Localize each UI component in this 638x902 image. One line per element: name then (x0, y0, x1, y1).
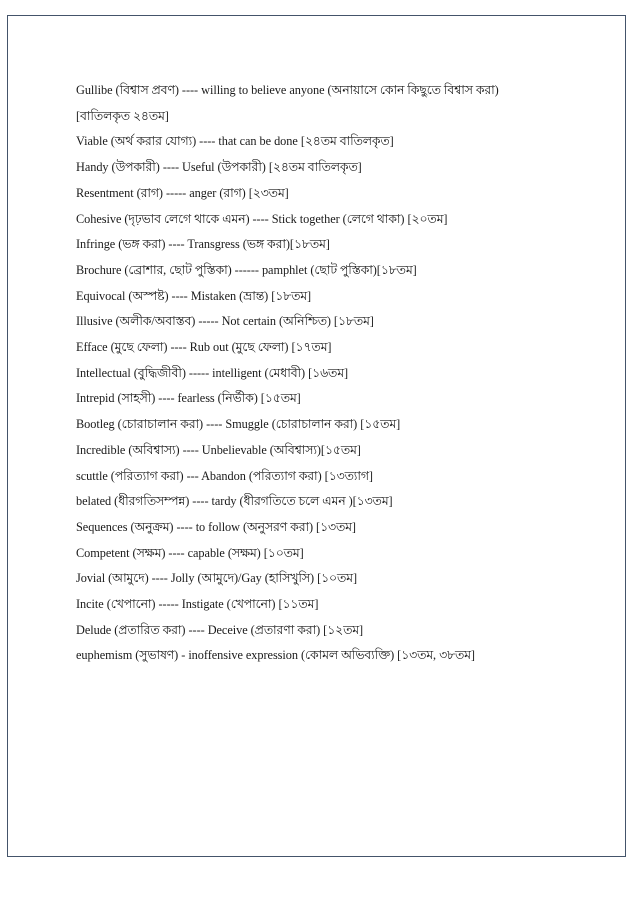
vocab-line: Incredible (অবিশ্বাস্য) ---- Unbelievable (অবিশ্বাস্য)[১৫তম] (76, 442, 361, 457)
vocab-line: Competent (সক্ষম) ---- capable (সক্ষম) [১০তম] (76, 545, 304, 560)
vocab-line: Handy (উপকারী) ---- Useful (উপকারী) [২৪তম বাতিলকৃত] (76, 160, 362, 175)
vocabulary-list (76, 78, 616, 669)
vocab-line: scuttle (পরিত্যাগ করা) --- Abandon (পরিত্যাগ করা) [১৩ত্যাগ] (76, 468, 373, 483)
vocab-line: belated (ধীরগতিসম্পন্ন) ---- tardy (ধীরগতিতে চলে এমন )[১৩তম] (76, 494, 393, 509)
vocab-line: Delude (প্রতারিত করা) ---- Deceive (প্রতারণা করা) [১২তম] (76, 622, 364, 637)
vocab-line: Gullibe (বিশ্বাস প্রবণ) ---- willing to believe anyone (অনায়াসে কোন কিছুতে বিশ্বাস করা) (76, 83, 499, 97)
vocab-line: Incite (খেপানো) ----- Instigate (খেপানো) [১১তম] (76, 597, 319, 612)
vocab-line: Infringe (ভঙ্গ করা) ---- Transgress (ভঙ্গ করা)[১৮তম] (76, 237, 330, 252)
vocab-line: Intrepid (সাহসী) ---- fearless (নির্ভীক) [১৫তম] (76, 391, 301, 406)
vocab-line: Equivocal (অস্পষ্ট) ---- Mistaken (ভ্রান্ত) [১৮তম] (76, 288, 312, 303)
vocab-line: Efface (মুছে ফেলা) ---- Rub out (মুছে ফেলা) [১৭তম] (76, 340, 332, 355)
vocab-line: Sequences (অনুক্রম) ---- to follow (অনুসরণ করা) [১৩তম] (76, 519, 356, 534)
vocab-line: Resentment (রাগ) ----- anger (রাগ) [২৩তম] (76, 185, 289, 200)
vocab-line: euphemism (সুভাষণ) - inoffensive expression (কোমল অভিব্যক্তি) [১৩তম, ৩৮তম] (76, 648, 475, 663)
vocab-line: [বাতিলকৃত ২৪তম] (76, 108, 169, 123)
vocab-line: Intellectual (বুদ্ধিজীবী) ----- intelligent (মেধাবী) [১৬তম] (76, 365, 349, 380)
vocab-line: Brochure (ব্রোশার, ছোট পুস্তিকা) ------ pamphlet (ছোট পুস্তিকা)[১৮তম] (76, 262, 417, 277)
vocab-line: Bootleg (চোরাচালান করা) ---- Smuggle (চোরাচালান করা) [১৫তম] (76, 417, 401, 432)
vocab-line: Jovial (আমুদে) ---- Jolly (আমুদে)/Gay (হাসিখুসি) [১০তম] (76, 571, 357, 586)
vocab-line: Cohesive (দৃঢ়ভাব লেগে থাকে এমন) ---- Stick together (লেগে থাকা) [২০তম] (76, 211, 448, 226)
vocab-line: Illusive (অলীক/অবাস্তব) ----- Not certain (অনিশ্চিত) [১৮তম] (76, 314, 374, 329)
vocab-line: Viable (অর্থ করার যোগ্য) ---- that can be done [২৪তম বাতিলকৃত] (76, 134, 394, 149)
